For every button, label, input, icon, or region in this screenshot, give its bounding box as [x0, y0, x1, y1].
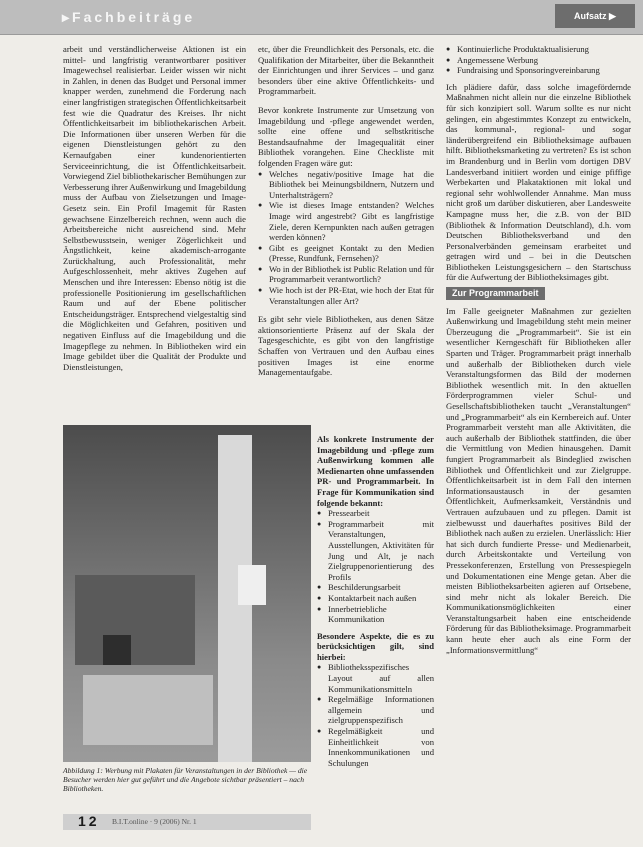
column-1 — [63, 44, 246, 372]
list-item: ● Bibliotheksspezifisches Layout auf allen Kommunikationsmitteln — [317, 662, 434, 694]
list-item: ● Angemessene Werbung — [446, 55, 631, 66]
list-item: ● Welches negativ/positive Image hat die Bibliothek bei Meinungsbildnern, Nutzern und Unterhaltsträgern? — [258, 169, 434, 201]
list-item: ● Programmarbeit mit Veranstaltungen, Ausstellungen, Aktivitäten für Jung und Alt, je nach Zielgruppenorientierung des Profils — [317, 519, 434, 583]
list-item: ● Fundraising und Sponsoringvereinbarung — [446, 65, 631, 76]
aspects-intro: Besondere Aspekte, die es zu berücksichtigen gilt, sind hierbei: — [317, 630, 434, 662]
list-item: ● Pressearbeit — [317, 508, 434, 519]
checklist — [258, 169, 434, 307]
instrument-list — [317, 508, 434, 625]
column-2-closing: Es gibt sehr viele Bibliotheken, aus denen Sätze aktionsorientierte Präsenz auf der Skala der Tagesgeschichte, es gibt von den langfristige Schaffen von Vertrauen und den Aufbau eines positiven Images ist eine enorme Managementaufgabe. — [258, 314, 434, 378]
list-item: ● Regelmäßige Informationen allgemein und zielgruppenspezifisch — [317, 694, 434, 726]
list-item: ● Innerbetriebliche Kommunikation — [317, 604, 434, 625]
list-item: ● Wie ist dieses Image entstanden? Welches Image wird angestrebt? Gibt es langfristige Ziele, deren Kernpunkten nach außen getragen werden können? — [258, 200, 434, 242]
column-3 — [446, 44, 631, 655]
aspect-list — [317, 662, 434, 768]
list-item: ● Kontinuierliche Produktaktualisierung — [446, 44, 631, 55]
column-1-text: arbeit und verständlicherweise Aktionen ist ein mittel- und langfristig verantwortbarer positiver Imagewechsel realisierbar. Leider wissen wir nicht in Zahlen, in denen das Budget und Personal immer knapper werden, zunehmend die Forderung nach einer langfristigen strategischen Öffentlichkeitsarbeit fest wie die Quadratur des Kreises. Ihr nicht Öffentlichkeitsarbeit im bibliothekarischen Arbeit. Die Informationen über unseren Werben für die eigenen Dienstleistungen gehört zu den Kernaufgaben einer kundenorientierten Serviceeinrichtung, die ist Öffentlichkeitsarbeit. Vorwiegend Ziel bibliothekarischer Bemühungen zur Verbesserung ihrer Außenwirkung und Imagebildung muss der Aufbau von Zielsetzungen und Image-Gesetz sein. Ein Profil Imagemit für Rasten gewachsene Einzelbereich rechnen, wenn auch die Arbeitsbereiche nicht ausreichend sind. Mehr Selbstbewusstsein, weniger Zögerlichkeit und Ängstlichkeit, keine akademisch-arrogante Zurückhaltung, auch Professionalität, mehr Aufgeschlossenheit, mehr aktives Zugehen auf Menschen und ihre Interessen: Ebenso nötig ist die professionelle Positionierung im gesellschaftlichen Raum und auf der Ebene politischer Entscheidungsträger. Entsprechend vielgestaltig sind die Möglichkeiten und Gefahren, positiven und negativen Einfluss auf die Imagebildung und die Imagepflege zu nehmen. In Bibliotheken wird ein Image gebildet über die Qualität der Produkte und Dienstleistungen, — [63, 44, 246, 372]
poster-shape — [238, 565, 266, 605]
programmarbeit-text: Im Falle geeigneter Maßnahmen zur gezielten Außenwirkung und Imagebildung steht mein meiner Überzeugung die „Programmarbeit“. Sie ist ein wesentlicher Kerngeschäft für Bibliotheken aller Sparten und Träger. Programmarbeit prägt innerhalb und außerhalb der Bibliotheken durch viele Veranstaltungsformen das Bild der modernen Bibliothek wesentlich mit. In den aktuellen Förderprogrammen vieler Schul- und Gesellschaftsbibliotheken taucht „Veranstaltungen“ und „Programmarbeit“ als ein Kernbereich auf. Unter Programmarbeit versteht man alle Aktivitäten, die auch außerhalb der Bibliothek stattfinden, die über die Vermittlung von Medien hinausgehen. Damit fungiert Programmarbeit als Bindeglied zwischen Bibliothek und Öffentlichkeit und zur Zielgruppe. Öffentlichkeitsarbeit ist in dem Fall den internen Informationsaustausch in der gesamten Öffentlichkeit, Aufmerksamkeit, Verständnis und Vertrauen aufzubauen und zu pflegen. Damit ist zielbewusst und dauerhaftes positives Bild der Bibliothek nach außen zu erzielen. Unerlässlich: Hier hat sich durch fundierte Presse- und Medienarbeit, durch Arbeitskontakte und Verteilung von Pressekonferenzen, Erstellung von Pressespiegeln und Dokumentationen eine Menge getan. Aber die meisten Bibliotheksarbeiten agieren auf Ortsebene, sind mehr nicht als lokaler Bereich. Die Kommunikationsmöglichkeiten einer Veranstaltungsarbeit haben eine entscheidende Förderung für das Bibliotheksimage. Programmarbeit kann heute eher auch als eine Form der „Informationsvermittlung“ — [446, 305, 631, 655]
list-item: ● Wie hoch ist der PR-Etat, wie hoch der Etat für Veranstaltungen aller Art? — [258, 285, 434, 306]
desk-shape — [83, 675, 213, 745]
column-2 — [258, 44, 434, 378]
journal-reference: B.I.T.online · 9 (2006) Nr. 1 — [112, 817, 197, 826]
list-item: ● Beschilderungsarbeit — [317, 582, 434, 593]
monitor-shape — [103, 635, 131, 665]
column-2-paragraph: Bevor konkrete Instrumente zur Umsetzung von Imagebildung und -pflege angewendet werden, sollte eine offene und selbstkritische Bestandsaufnahme der Imagequalität einer Bibliothek vorangehen. Eine Checkliste mit folgenden Fragen wäre gut: — [258, 104, 434, 168]
header-bar — [0, 0, 643, 35]
list-item: ● Regelmäßigkeit und Einheitlichkeit von Innenkommunikationen und Schulungen — [317, 726, 434, 768]
column-2-intro: etc, über die Freundlichkeit des Personals, etc. die Qualifikation der Mitarbeiter, über die Bekanntheit der Einrichtungen und ihrer Services – und ganz besonders über eine aktive Öffentlichkeits- und Programmarbeit. — [258, 44, 434, 97]
page-number: 12 — [78, 813, 100, 829]
list-item: ● Wo in der Bibliothek ist Public Relation und für Programmarbeit verantwortlich? — [258, 264, 434, 285]
shelf-shape — [75, 575, 195, 665]
section-tab: Aufsatz ▶ — [555, 4, 635, 28]
subheading: Zur Programmarbeit — [446, 287, 545, 300]
section-title: ▸Fachbeiträge — [62, 9, 196, 25]
column-2-lower — [317, 434, 434, 768]
instruments-intro: Als konkrete Instrumente der Imagebildung und -pflege zum Außenwirkung kommen alle Medienarten ohne umfassenden PR- und Programmarbeit. In Frage für Kommunikation sind folgende bekannt: — [317, 434, 434, 508]
library-photo — [63, 425, 311, 762]
figure-caption: Abbildung 1: Werbung mit Plakaten für Veranstaltungen in der Bibliothek — die Besucher werden hier gut geführt und die Angebote sichtbar präsentiert – nach Bibliotheken. — [63, 766, 308, 793]
list-item: ● Kontaktarbeit nach außen — [317, 593, 434, 604]
list-item: ● Gibt es geeignet Kontakt zu den Medien (Presse, Rundfunk, Fernsehen)? — [258, 243, 434, 264]
column-3-paragraph: Ich plädiere dafür, dass solche imagefördernde Maßnahmen nicht allein nur die einzelne Bibliothek für sich konzipiert soll. Warum sollte es nur nicht gelingen, ein abgestimmtes Konzept zu entwickeln, das kommunal-, regional- und sogar länderübergreifend ein Bibliotheksimage aufbauen hilft. Bibliotheksmarketing zu vertreten? Es ist schon im Brandenburg und in Berlin vom dortigen DBV Landesverband initiiert worden und einige pfiffige Werbekarten und Plakataktionen mit lokal und regional sehr wohlwollender Annahme. Man muss nicht groß um darüber diskutieren, aber Landesweite Kampagne muss her, die z.B. von der BID (Bibliothek & Information Deutschland), d.h. vom Deutschen Bibliotheksverband und den Personalverbänden gemeinsam erarbeitet und getragen wird und – bei in die Deutschen Bibliotheken Leistungsgesichern – den Startschuss für die Aufwertung der Bibliotheksimages gibt. — [446, 81, 631, 283]
column-3-list — [446, 44, 631, 76]
